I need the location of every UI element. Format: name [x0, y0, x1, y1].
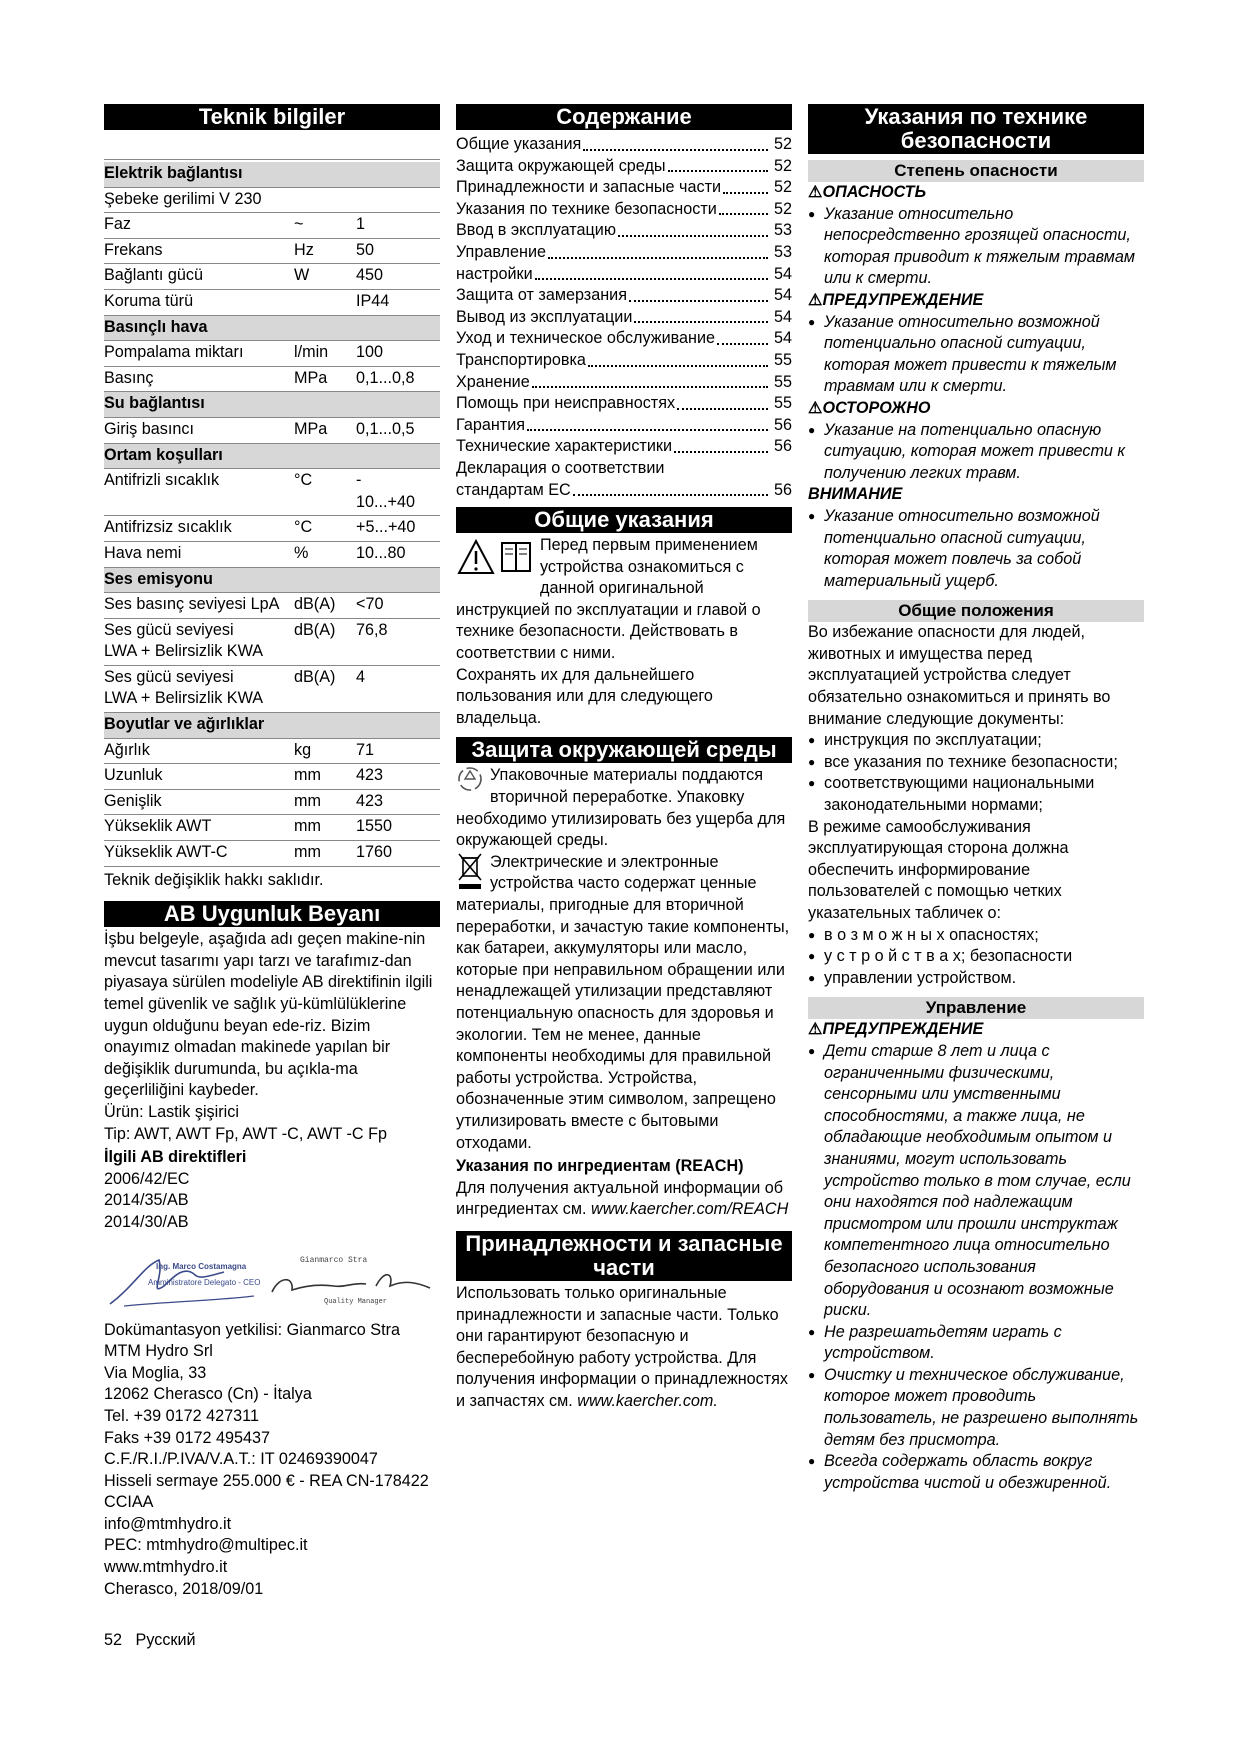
toc-item[interactable]	[456, 458, 792, 501]
contact-line: info@mtmhydro.it	[104, 1514, 232, 1533]
spec-unit: l/min	[294, 341, 356, 367]
toc-item-title: Хранение	[456, 372, 530, 391]
accessories-text-body: Использовать только оригинальные принадлежности и запасные части. Только они гарантируют безопасную и бесперебойную работу устройства. Для получения информации о принадлежностях и запчастях см.	[456, 1283, 789, 1410]
spec-value: 100	[356, 341, 440, 367]
spec-name: Şebeke gerilimi V 230	[104, 187, 294, 213]
spec-row	[104, 264, 440, 290]
divider	[104, 130, 440, 160]
control-heading: Управление	[808, 997, 1144, 1019]
directive-item: 2014/30/AB	[104, 1212, 189, 1231]
toc-item[interactable]	[456, 372, 792, 394]
spec-unit: kg	[294, 738, 356, 764]
document-item-text: все указания по технике безопасности;	[824, 752, 1118, 771]
spec-unit: W	[294, 264, 356, 290]
danger-level-text	[808, 420, 1144, 485]
spec-value: 1760	[356, 841, 440, 867]
toc-item-title: Принадлежности и запасные части	[456, 178, 722, 197]
bullet: ●	[808, 970, 816, 985]
toc-item[interactable]	[456, 436, 792, 458]
spec-name: Antifrizsiz sıcaklık	[104, 516, 294, 542]
spec-row	[104, 841, 440, 867]
contact-block	[104, 1320, 440, 1601]
signatory-right-name: Gianmarco Stra	[300, 1255, 368, 1265]
general-notes-heading: Общие указания	[456, 507, 792, 533]
sign-item-text: в о з м о ж н ы х опасностях;	[824, 925, 1039, 944]
type-line: Tip: AWT, AWT Fp, AWT -C, AWT -C Fp	[104, 1124, 387, 1143]
spec-unit: Hz	[294, 238, 356, 264]
control-item	[808, 1451, 1144, 1494]
page-number: 52	[104, 1631, 123, 1649]
spec-name: Yükseklik AWT	[104, 815, 294, 841]
spec-name: Ses gücü seviyesi LWA + Belirsizlik KWA	[104, 618, 294, 665]
general-provisions-text: Во избежание опасности для людей, животных и имущества перед эксплуатацией устройства следует обязательно ознакомиться и принять во внимание следующие документы:	[808, 623, 1111, 728]
environment-weee-text: Электрические и электронные устройства часто содержат ценные материалы, пригодные для вторичной переработки, и зачастую такие компоненты, как батареи, аккумуляторы или масло, которые при неправильном обращении или ненадлежащей утилизации представляют потенциальную опасность для здоровья и экологии. Тем не менее, данные компоненты необходимы для правильной работы устройства. Устройства, обозначенные этим символом, запрещено утилизировать вместе с бытовыми отходами.	[456, 852, 790, 1152]
toc-item[interactable]	[456, 199, 792, 221]
spec-row	[104, 789, 440, 815]
safety-heading: Указания по технике безопасности	[808, 104, 1144, 154]
spec-row	[104, 187, 440, 213]
toc-item[interactable]	[456, 328, 792, 350]
warning-triangle-icon: ⚠	[808, 290, 823, 309]
spec-value: 50	[356, 238, 440, 264]
spec-unit: °C	[294, 469, 356, 516]
spec-name: Faz	[104, 213, 294, 239]
toc-item-title: Транспортировка	[456, 350, 586, 369]
eu-declaration-text: İşbu belgeyle, aşağıda adı geçen makine-nin mevcut tasarımı yapı tarzı ve tarafımız-dan piyasaya sürülen modeliyle AB direktifinin ilgili temel güvenlik ve sağlık yü-kümlülüklerine uygun olduğunu beyan ede-riz. Bizim onayımız olmadan makinede yapılan bir değişiklik durumunda, bu açıkla-ma geçerliliğini kaybeder.	[104, 930, 433, 1100]
column-contents	[456, 104, 792, 1412]
spec-section-row	[104, 392, 440, 418]
sign-item-text: управлении устройством.	[824, 968, 1017, 987]
control-item	[808, 1041, 1144, 1322]
toc-item-title: Защита окружающей среды	[456, 156, 666, 175]
toc-item-page: 53	[773, 242, 792, 261]
danger-level-text	[808, 204, 1144, 290]
spec-section-name: Ses emisyonu	[104, 567, 440, 593]
spec-section-row	[104, 443, 440, 469]
page-footer	[104, 1631, 196, 1650]
spec-unit: dB(A)	[294, 618, 356, 665]
document-item	[808, 773, 1144, 816]
spec-value: 0,1...0,8	[356, 366, 440, 392]
spec-value: IP44	[356, 289, 440, 315]
bullet: ●	[808, 422, 816, 437]
toc-item-title: Помощь при неисправностях	[456, 394, 676, 413]
danger-level-desc: Указание относительно возможной потенциально опасной ситуации, которая может повлечь за собой материальный ущерб.	[824, 506, 1100, 590]
reach-text	[456, 1178, 792, 1221]
spec-value: +5...+40	[356, 516, 440, 542]
warning-triangle-icon: ⚠	[808, 398, 823, 417]
toc-item[interactable]	[456, 264, 792, 286]
toc-item-title: Уход и техническое обслуживание	[456, 329, 716, 348]
danger-level-label	[808, 182, 1144, 204]
spec-section-name: Basınçlı hava	[104, 315, 440, 341]
reach-heading: Указания по ингредиентам (REACH)	[456, 1157, 744, 1176]
eu-declaration-heading: AB Uygunluk Beyanı	[104, 901, 440, 927]
spec-unit: dB(A)	[294, 593, 356, 619]
toc-leader	[573, 494, 768, 496]
table-of-contents	[456, 134, 792, 458]
bullet: ●	[808, 949, 816, 964]
general-notes-text-cont: инструкцией по эксплуатации и главой о технике безопасности. Действовать в соответствии с ними.	[456, 600, 761, 663]
spec-name: Ağırlık	[104, 738, 294, 764]
spec-row	[104, 541, 440, 567]
toc-item-page: 54	[773, 329, 792, 348]
bullet: ●	[808, 733, 816, 748]
danger-level-text	[808, 506, 1144, 592]
contact-line: PEC: mtmhydro@multipec.it	[104, 1536, 308, 1555]
toc-leader	[618, 235, 768, 237]
spec-row	[104, 289, 440, 315]
toc-item[interactable]	[456, 177, 792, 199]
toc-leader	[527, 429, 768, 431]
spec-unit: ~	[294, 213, 356, 239]
bullet: ●	[808, 754, 816, 769]
control-item	[808, 1365, 1144, 1451]
spec-name: Genişlik	[104, 789, 294, 815]
control-warning-text: ПРЕДУПРЕЖДЕНИЕ	[822, 1020, 984, 1039]
spec-name: Pompalama miktarı	[104, 341, 294, 367]
toc-item-title: Ввод в эксплуатацию	[456, 221, 616, 240]
toc-leader	[629, 300, 768, 302]
accessories-link[interactable]: www.kaercher.com.	[577, 1391, 718, 1410]
reach-link[interactable]: www.kaercher.com/REACH	[591, 1200, 789, 1219]
contact-line: C.F./R.I./P.IVA/V.A.T.: IT 02469390047	[104, 1450, 378, 1469]
toc-item-title: Декларация о соответствии	[456, 458, 665, 477]
spec-value: 423	[356, 789, 440, 815]
spec-unit: MPa	[294, 417, 356, 443]
spec-row	[104, 593, 440, 619]
spec-value: - 10...+40	[356, 469, 440, 516]
toc-leader	[719, 213, 768, 215]
crossed-bin-icon	[456, 852, 484, 892]
toc-item-page: 54	[773, 286, 792, 305]
spec-unit: %	[294, 541, 356, 567]
control-item-text: Очистку и техническое обслуживание, которое может проводить пользователь, не разрешено выполнять детям без присмотра.	[824, 1365, 1139, 1449]
document-item	[808, 730, 1144, 752]
toc-item-title: Управление	[456, 242, 546, 261]
spec-row	[104, 516, 440, 542]
danger-level-desc: Указание относительно непосредственно грозящей опасности, которая приводит к тяжелым травмам или к смерти.	[824, 204, 1135, 288]
spec-value: 1	[356, 213, 440, 239]
spec-unit: mm	[294, 841, 356, 867]
toc-item-title: Вывод из эксплуатации	[456, 307, 633, 326]
environment-packaging	[456, 765, 792, 851]
contact-line: www.mtmhydro.it	[104, 1558, 228, 1577]
toc-item-page: 56	[773, 415, 792, 434]
spec-row	[104, 764, 440, 790]
recycling-icon	[456, 765, 484, 793]
toc-item-page: 55	[773, 372, 792, 391]
documents-list	[808, 730, 1144, 816]
danger-levels-heading: Степень опасности	[808, 160, 1144, 182]
toc-leader	[548, 257, 768, 259]
toc-item-page: 56	[773, 480, 792, 499]
control-warning-label	[808, 1019, 1144, 1041]
bullet: ●	[808, 508, 816, 523]
general-notes-text: Перед первым применением устройства ознакомиться с данной оригинальной	[540, 536, 758, 598]
footer-language: Русский	[135, 1631, 196, 1649]
toc-item-page: 55	[773, 350, 792, 369]
danger-level-name: ОСТОРОЖНО	[822, 398, 931, 417]
warning-triangle-icon: ⚠	[808, 1020, 823, 1039]
toc-item[interactable]	[456, 134, 792, 156]
spec-value: 76,8	[356, 618, 440, 665]
toc-leader	[668, 170, 768, 172]
sign-item	[808, 968, 1144, 990]
control-item-text: Дети старше 8 лет и лица с ограниченными физическими, сенсорными или умственными способностями, а также лица, не обладающие необходимым опытом и знаниями, могут использовать устройство только в том случае, если они находятся под надлежащим присмотром или прошли инструктаж компетентного лица относительно безопасного использования оборудования и осознают возможные риски.	[824, 1041, 1131, 1320]
toc-item-page: 54	[773, 307, 792, 326]
toc-leader	[677, 408, 768, 410]
signatory-left-name: Ing. Marco Costamagna	[156, 1261, 247, 1271]
toc-item-title: Указания по технике безопасности	[456, 199, 717, 218]
control-items-list	[808, 1041, 1144, 1494]
spec-section-row	[104, 713, 440, 739]
toc-item-page: 52	[773, 135, 792, 153]
danger-levels-list	[808, 182, 1144, 592]
bullet: ●	[808, 314, 816, 329]
sign-item	[808, 925, 1144, 947]
spec-name: Uzunluk	[104, 764, 294, 790]
spec-name: Bağlantı gücü	[104, 264, 294, 290]
toc-leader	[723, 192, 768, 194]
signatory-left-role: Amministratore Delegato - CEO	[148, 1277, 261, 1287]
technical-data-heading: Teknik bilgiler	[104, 104, 440, 130]
toc-item[interactable]	[456, 307, 792, 329]
toc-item[interactable]	[456, 393, 792, 415]
environment-packaging-text: Упаковочные материалы поддаются вторичной переработке. Упаковку необходимо утилизировать без ущерба для окружающей среды.	[456, 766, 786, 850]
contact-line: Dokümantasyon yetkilisi: Gianmarco Stra	[104, 1320, 400, 1339]
spec-row	[104, 366, 440, 392]
signatures	[104, 1246, 440, 1312]
general-notes-keep: Сохранять их для дальнейшего пользования или для следующего владельца.	[456, 665, 713, 727]
spec-unit: °C	[294, 516, 356, 542]
spec-section-row	[104, 315, 440, 341]
toc-leader	[532, 386, 768, 388]
contact-line: Faks +39 0172 495437	[104, 1428, 271, 1447]
spec-row	[104, 665, 440, 712]
spec-value: 71	[356, 738, 440, 764]
spec-row	[104, 469, 440, 516]
spec-name: Koruma türü	[104, 289, 294, 315]
toc-item[interactable]	[456, 156, 792, 178]
toc-item-page: 52	[773, 199, 792, 218]
directive-item: 2006/42/EC	[104, 1169, 190, 1188]
bullet: ●	[808, 206, 816, 221]
toc-item-title: Защита от замерзания	[456, 286, 627, 305]
spec-unit: dB(A)	[294, 665, 356, 712]
document-item	[808, 752, 1144, 774]
contact-line: Cherasco, 2018/09/01	[104, 1579, 264, 1598]
danger-level-name: ПРЕДУПРЕЖДЕНИЕ	[822, 290, 984, 309]
toc-item-page: 53	[773, 221, 792, 240]
toc-item-page: 54	[773, 264, 792, 283]
danger-level-desc: Указание относительно возможной потенциально опасной ситуации, которая может привести к тяжелым травмам или к смерти.	[824, 312, 1117, 396]
contents-heading: Содержание	[456, 104, 792, 130]
contact-line: Via Moglia, 33	[104, 1363, 207, 1382]
sign-item-text: у с т р о й с т в а х; безопасности	[824, 947, 1073, 966]
spec-section-row	[104, 162, 440, 187]
spec-name: Basınç	[104, 366, 294, 392]
spec-value	[356, 187, 440, 213]
self-service-text: В режиме самообслуживания эксплуатирующая сторона должна обеспечить информирование пользователей с помощью четких указательных табличек о:	[808, 817, 1069, 922]
spec-name: Ses gücü seviyesi LWA + Belirsizlik KWA	[104, 665, 294, 712]
warning-manual-icon	[456, 535, 540, 600]
toc-item[interactable]	[456, 415, 792, 437]
toc-item[interactable]	[456, 220, 792, 242]
danger-level-text	[808, 312, 1144, 398]
spec-name: Ses basınç seviyesi LpA	[104, 593, 294, 619]
toc-item-page: 52	[773, 156, 792, 175]
spec-note: Teknik değişiklik hakkı saklıdır.	[104, 870, 324, 889]
spec-row	[104, 815, 440, 841]
environment-heading: Защита окружающей среды	[456, 737, 792, 763]
danger-level-label	[808, 290, 1144, 312]
accessories-heading: Принадлежности и запасные части	[456, 1231, 792, 1281]
spec-name: Giriş basıncı	[104, 417, 294, 443]
contact-line: 12062 Cherasco (Cn) - İtalya	[104, 1385, 312, 1404]
control-item-text: Всегда содержать область вокруг устройства чистой и обезжиренной.	[824, 1452, 1112, 1492]
toc-leader	[535, 278, 768, 280]
toc-item-title: стандартам ЕС	[456, 480, 571, 499]
document-item-text: соответствующими национальными законодательными нормами;	[824, 774, 1095, 815]
column-technical-data	[104, 104, 440, 1600]
spec-section-row	[104, 567, 440, 593]
signs-list	[808, 925, 1144, 990]
spec-value: 423	[356, 764, 440, 790]
danger-level-label	[808, 398, 1144, 420]
signatory-right-role: Quality Manager	[324, 1297, 388, 1306]
bullet: ●	[808, 776, 816, 791]
toc-leader	[588, 365, 768, 367]
toc-item-page: 55	[773, 394, 792, 413]
spec-section-name: Ortam koşulları	[104, 443, 440, 469]
spec-unit: mm	[294, 789, 356, 815]
accessories-text	[456, 1283, 792, 1413]
spec-name: Frekans	[104, 238, 294, 264]
toc-item-title: Гарантия	[456, 415, 526, 434]
danger-level-label	[808, 484, 1144, 506]
toc-item[interactable]	[456, 242, 792, 264]
spec-section-name: Boyutlar ve ağırlıklar	[104, 713, 440, 739]
column-safety	[808, 104, 1144, 1494]
sign-item	[808, 946, 1144, 968]
danger-level-desc: Указание на потенциально опасную ситуацию, которая может привести к получению легких травм.	[824, 420, 1126, 482]
toc-item-page: 56	[773, 437, 792, 456]
spec-value: 10...80	[356, 541, 440, 567]
spec-value: 1550	[356, 815, 440, 841]
danger-level-name: ОПАСНОСТЬ	[822, 183, 927, 201]
spec-section-name: Elektrik bağlantısı	[104, 162, 440, 187]
toc-item-title: Общие указания	[456, 135, 582, 153]
danger-level-name: ВНИМАНИЕ	[808, 485, 903, 504]
spec-row	[104, 341, 440, 367]
spec-section-name: Su bağlantısı	[104, 392, 440, 418]
spec-row	[104, 618, 440, 665]
warning-triangle-icon: ⚠	[808, 183, 823, 201]
toc-item-title: настройки	[456, 264, 533, 283]
bullet: ●	[808, 1324, 816, 1339]
general-notes-intro	[456, 535, 792, 600]
environment-weee	[456, 852, 792, 1154]
spec-name: Antifrizli sıcaklık	[104, 469, 294, 516]
spec-row	[104, 238, 440, 264]
spec-row	[104, 213, 440, 239]
spec-unit	[294, 187, 356, 213]
technical-data-table	[104, 162, 440, 867]
toc-leader	[634, 321, 768, 323]
spec-row	[104, 738, 440, 764]
spec-value: 450	[356, 264, 440, 290]
spec-value: 4	[356, 665, 440, 712]
contact-line: Hisseli sermaye 255.000 € - REA CN-178422 CCIAA	[104, 1471, 429, 1512]
toc-item-title: Технические характеристики	[456, 437, 672, 456]
bullet: ●	[808, 1454, 816, 1469]
table-of-contents-last	[456, 458, 792, 501]
spec-unit: mm	[294, 815, 356, 841]
directives-title: İlgili AB direktifleri	[104, 1148, 247, 1167]
contact-line: Tel. +39 0172 427311	[104, 1406, 259, 1425]
spec-value: 0,1...0,5	[356, 417, 440, 443]
toc-item[interactable]	[456, 350, 792, 372]
toc-item[interactable]	[456, 285, 792, 307]
document-item-text: инструкция по эксплуатации;	[824, 731, 1042, 750]
toc-leader	[717, 343, 768, 345]
bullet: ●	[808, 927, 816, 942]
spec-unit: MPa	[294, 366, 356, 392]
general-provisions-heading: Общие положения	[808, 600, 1144, 622]
spec-unit	[294, 289, 356, 315]
contact-line: MTM Hydro Srl	[104, 1342, 213, 1361]
control-item	[808, 1322, 1144, 1365]
spec-name: Yükseklik AWT-C	[104, 841, 294, 867]
spec-unit: mm	[294, 764, 356, 790]
spec-row	[104, 417, 440, 443]
reach-text-body: Для получения актуальной информации об ингредиентах см.	[456, 1178, 784, 1219]
product-line: Ürün: Lastik şişirici	[104, 1102, 239, 1121]
control-item-text: Не разрешатьдетям играть с устройством.	[824, 1322, 1062, 1363]
bullet: ●	[808, 1367, 816, 1382]
toc-item-page: 52	[773, 178, 792, 197]
toc-leader	[674, 451, 768, 453]
bullet: ●	[808, 1043, 816, 1058]
spec-value: <70	[356, 593, 440, 619]
spec-name: Hava nemi	[104, 541, 294, 567]
toc-leader	[583, 149, 768, 151]
directive-item: 2014/35/AB	[104, 1191, 189, 1210]
